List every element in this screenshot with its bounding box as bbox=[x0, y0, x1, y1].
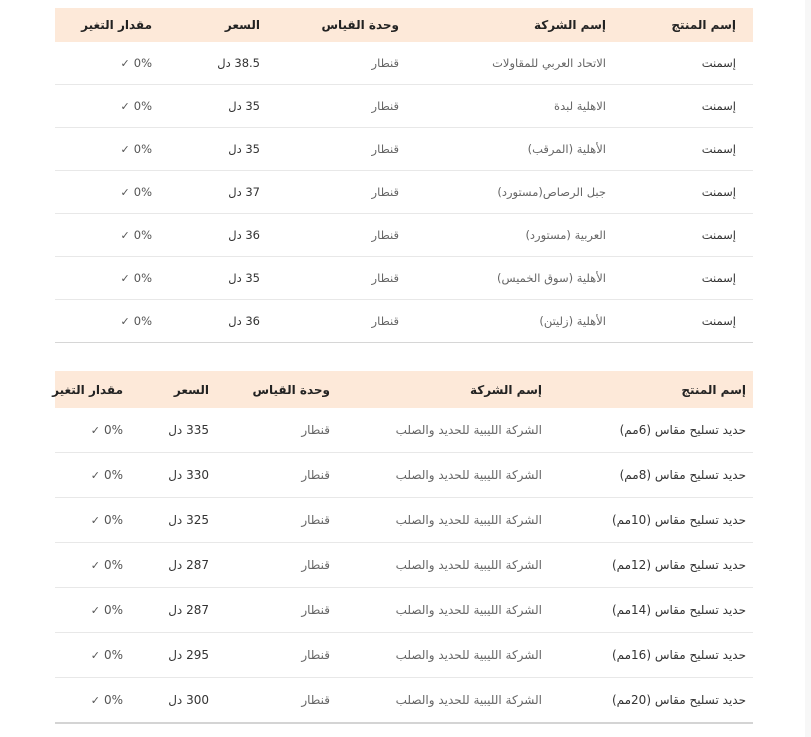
change-value: 0% bbox=[103, 648, 123, 662]
company-value: الشركة الليبية للحديد والصلب bbox=[395, 603, 542, 617]
cell-unit bbox=[216, 588, 337, 633]
table-row bbox=[55, 408, 753, 453]
price-value: 330 دل bbox=[168, 468, 209, 482]
cell-company bbox=[337, 498, 549, 543]
cell-company bbox=[337, 678, 549, 724]
cell-unit bbox=[267, 128, 406, 171]
cell-price bbox=[159, 85, 267, 128]
header-change: مقدار التغير bbox=[55, 371, 130, 408]
cell-company bbox=[406, 128, 613, 171]
cell-unit bbox=[216, 453, 337, 498]
unit-value: قنطار bbox=[301, 603, 330, 617]
cell-price bbox=[130, 543, 216, 588]
header-change: مقدار التغير bbox=[55, 8, 159, 42]
unit-value: قنطار bbox=[371, 185, 399, 199]
change-value: 0% bbox=[133, 56, 152, 70]
unit-value: قنطار bbox=[301, 513, 330, 527]
product-value: حديد تسليح مقاس (16مم) bbox=[611, 648, 746, 662]
cell-price bbox=[130, 588, 216, 633]
change-value: 0% bbox=[133, 314, 152, 328]
check-icon: ✓ bbox=[120, 100, 130, 113]
product-value: حديد تسليح مقاس (6مم) bbox=[619, 423, 746, 437]
company-value: الأهلية (زليتن) bbox=[539, 314, 606, 328]
price-value: 287 دل bbox=[168, 603, 209, 617]
cell-change bbox=[55, 588, 130, 633]
product-value: إسمنت bbox=[701, 271, 736, 285]
table-row bbox=[55, 543, 753, 588]
table-row bbox=[55, 171, 753, 214]
steel-price-table bbox=[52, 371, 753, 724]
cell-company bbox=[406, 257, 613, 300]
header-company: إسم الشركة bbox=[406, 8, 613, 42]
table-row bbox=[55, 678, 753, 724]
product-value: حديد تسليح مقاس (10مم) bbox=[611, 513, 746, 527]
check-icon: ✓ bbox=[90, 469, 100, 482]
cell-company bbox=[406, 85, 613, 128]
cell-company bbox=[337, 453, 549, 498]
table-row bbox=[55, 498, 753, 543]
product-value: حديد تسليح مقاس (14مم) bbox=[611, 603, 746, 617]
price-value: 35 دل bbox=[228, 271, 260, 285]
unit-value: قنطار bbox=[371, 271, 399, 285]
cell-price bbox=[130, 498, 216, 543]
check-icon: ✓ bbox=[120, 229, 130, 242]
change-value: 0% bbox=[103, 693, 123, 707]
table-row bbox=[55, 214, 753, 257]
cell-price bbox=[159, 42, 267, 85]
unit-value: قنطار bbox=[371, 228, 399, 242]
company-value: الشركة الليبية للحديد والصلب bbox=[395, 513, 542, 527]
cell-price bbox=[159, 128, 267, 171]
cell-product bbox=[613, 300, 753, 343]
cement-price-table bbox=[55, 8, 753, 343]
change-value: 0% bbox=[103, 513, 123, 527]
cell-product bbox=[549, 498, 753, 543]
steel-table-body bbox=[55, 408, 753, 723]
cell-unit bbox=[216, 633, 337, 678]
price-value: 36 دل bbox=[228, 228, 260, 242]
price-value: 300 دل bbox=[168, 693, 209, 707]
company-value: الأهلية (سوق الخميس) bbox=[497, 271, 606, 285]
company-value: الاهلية لبدة bbox=[554, 99, 606, 113]
cell-product bbox=[613, 42, 753, 85]
price-value: 287 دل bbox=[168, 558, 209, 572]
product-value: إسمنت bbox=[701, 99, 736, 113]
page-scrollbar[interactable] bbox=[805, 0, 811, 737]
cell-change bbox=[55, 498, 130, 543]
change-value: 0% bbox=[133, 271, 152, 285]
change-value: 0% bbox=[103, 468, 123, 482]
cell-company bbox=[406, 42, 613, 85]
cell-unit bbox=[267, 85, 406, 128]
cell-unit bbox=[267, 257, 406, 300]
cell-change bbox=[55, 453, 130, 498]
cell-product bbox=[549, 453, 753, 498]
cell-company bbox=[406, 171, 613, 214]
change-value: 0% bbox=[133, 185, 152, 199]
company-value: الشركة الليبية للحديد والصلب bbox=[395, 468, 542, 482]
cell-unit bbox=[216, 408, 337, 453]
price-value: 38.5 دل bbox=[217, 56, 260, 70]
cell-change bbox=[55, 85, 159, 128]
check-icon: ✓ bbox=[90, 694, 100, 707]
price-value: 36 دل bbox=[228, 314, 260, 328]
check-icon: ✓ bbox=[90, 514, 100, 527]
unit-value: قنطار bbox=[301, 423, 330, 437]
cell-unit bbox=[216, 498, 337, 543]
cell-unit bbox=[267, 214, 406, 257]
table-row bbox=[55, 588, 753, 633]
header-product: إسم المنتج bbox=[549, 371, 753, 408]
table-header-row bbox=[55, 371, 753, 408]
check-icon: ✓ bbox=[120, 315, 130, 328]
cell-change bbox=[55, 42, 159, 85]
cell-change bbox=[55, 128, 159, 171]
unit-value: قنطار bbox=[301, 558, 330, 572]
cell-change bbox=[55, 633, 130, 678]
cell-price bbox=[159, 214, 267, 257]
cell-change bbox=[55, 171, 159, 214]
cell-change bbox=[55, 300, 159, 343]
cell-product bbox=[549, 588, 753, 633]
cell-change bbox=[55, 543, 130, 588]
check-icon: ✓ bbox=[120, 272, 130, 285]
header-unit: وحدة القياس bbox=[267, 8, 406, 42]
product-value: إسمنت bbox=[701, 228, 736, 242]
cell-product bbox=[613, 128, 753, 171]
company-value: العربية (مستورد) bbox=[525, 228, 606, 242]
table-header-row bbox=[55, 8, 753, 42]
table-row bbox=[55, 453, 753, 498]
cell-price bbox=[130, 453, 216, 498]
company-value: الشركة الليبية للحديد والصلب bbox=[395, 693, 542, 707]
cell-product bbox=[549, 678, 753, 724]
cell-price bbox=[159, 300, 267, 343]
product-value: إسمنت bbox=[701, 142, 736, 156]
cell-company bbox=[337, 543, 549, 588]
unit-value: قنطار bbox=[301, 648, 330, 662]
cell-unit bbox=[267, 42, 406, 85]
cell-price bbox=[130, 678, 216, 724]
unit-value: قنطار bbox=[371, 99, 399, 113]
cell-product bbox=[549, 633, 753, 678]
header-price: السعر bbox=[130, 371, 216, 408]
change-value: 0% bbox=[103, 423, 123, 437]
company-value: الاتحاد العربي للمقاولات bbox=[492, 56, 606, 70]
price-value: 335 دل bbox=[168, 423, 209, 437]
price-value: 37 دل bbox=[228, 185, 260, 199]
company-value: الشركة الليبية للحديد والصلب bbox=[395, 423, 542, 437]
cement-table-body bbox=[55, 42, 753, 343]
cell-product bbox=[613, 85, 753, 128]
header-company: إسم الشركة bbox=[337, 371, 549, 408]
product-value: حديد تسليح مقاس (8مم) bbox=[619, 468, 746, 482]
product-value: حديد تسليح مقاس (12مم) bbox=[611, 558, 746, 572]
table-row bbox=[55, 42, 753, 85]
table-row bbox=[55, 128, 753, 171]
company-value: الأهلية (المرقب) bbox=[527, 142, 606, 156]
product-value: إسمنت bbox=[701, 314, 736, 328]
table-row bbox=[55, 257, 753, 300]
company-value: جبل الرصاص(مستورد) bbox=[497, 185, 606, 199]
cell-company bbox=[337, 408, 549, 453]
cell-product bbox=[549, 408, 753, 453]
cell-product bbox=[549, 543, 753, 588]
cell-company bbox=[337, 588, 549, 633]
change-value: 0% bbox=[133, 228, 152, 242]
cell-unit bbox=[216, 543, 337, 588]
change-value: 0% bbox=[133, 142, 152, 156]
product-value: إسمنت bbox=[701, 56, 736, 70]
cell-unit bbox=[267, 171, 406, 214]
header-product: إسم المنتج bbox=[613, 8, 753, 42]
cell-unit bbox=[267, 300, 406, 343]
check-icon: ✓ bbox=[120, 143, 130, 156]
cell-company bbox=[406, 214, 613, 257]
change-value: 0% bbox=[103, 558, 123, 572]
unit-value: قنطار bbox=[371, 314, 399, 328]
company-value: الشركة الليبية للحديد والصلب bbox=[395, 648, 542, 662]
check-icon: ✓ bbox=[90, 649, 100, 662]
unit-value: قنطار bbox=[301, 468, 330, 482]
product-value: حديد تسليح مقاس (20مم) bbox=[611, 693, 746, 707]
cell-change bbox=[55, 214, 159, 257]
header-price: السعر bbox=[159, 8, 267, 42]
unit-value: قنطار bbox=[301, 693, 330, 707]
cell-product bbox=[613, 257, 753, 300]
cell-price bbox=[130, 633, 216, 678]
cell-product bbox=[613, 171, 753, 214]
unit-value: قنطار bbox=[371, 56, 399, 70]
company-value: الشركة الليبية للحديد والصلب bbox=[395, 558, 542, 572]
unit-value: قنطار bbox=[371, 142, 399, 156]
price-value: 35 دل bbox=[228, 99, 260, 113]
check-icon: ✓ bbox=[120, 186, 130, 199]
product-value: إسمنت bbox=[701, 185, 736, 199]
cell-company bbox=[406, 300, 613, 343]
cell-price bbox=[159, 171, 267, 214]
price-value: 295 دل bbox=[168, 648, 209, 662]
change-value: 0% bbox=[103, 603, 123, 617]
cell-price bbox=[130, 408, 216, 453]
check-icon: ✓ bbox=[90, 604, 100, 617]
check-icon: ✓ bbox=[90, 559, 100, 572]
cell-price bbox=[159, 257, 267, 300]
table-row bbox=[55, 633, 753, 678]
change-value: 0% bbox=[133, 99, 152, 113]
cell-change bbox=[55, 257, 159, 300]
header-unit: وحدة القياس bbox=[216, 371, 337, 408]
check-icon: ✓ bbox=[90, 424, 100, 437]
cell-company bbox=[337, 633, 549, 678]
cell-change bbox=[55, 678, 130, 724]
table-row bbox=[55, 85, 753, 128]
cell-unit bbox=[216, 678, 337, 724]
table-row bbox=[55, 300, 753, 343]
cell-change bbox=[55, 408, 130, 453]
price-value: 325 دل bbox=[168, 513, 209, 527]
check-icon: ✓ bbox=[120, 57, 130, 70]
cell-product bbox=[613, 214, 753, 257]
price-value: 35 دل bbox=[228, 142, 260, 156]
